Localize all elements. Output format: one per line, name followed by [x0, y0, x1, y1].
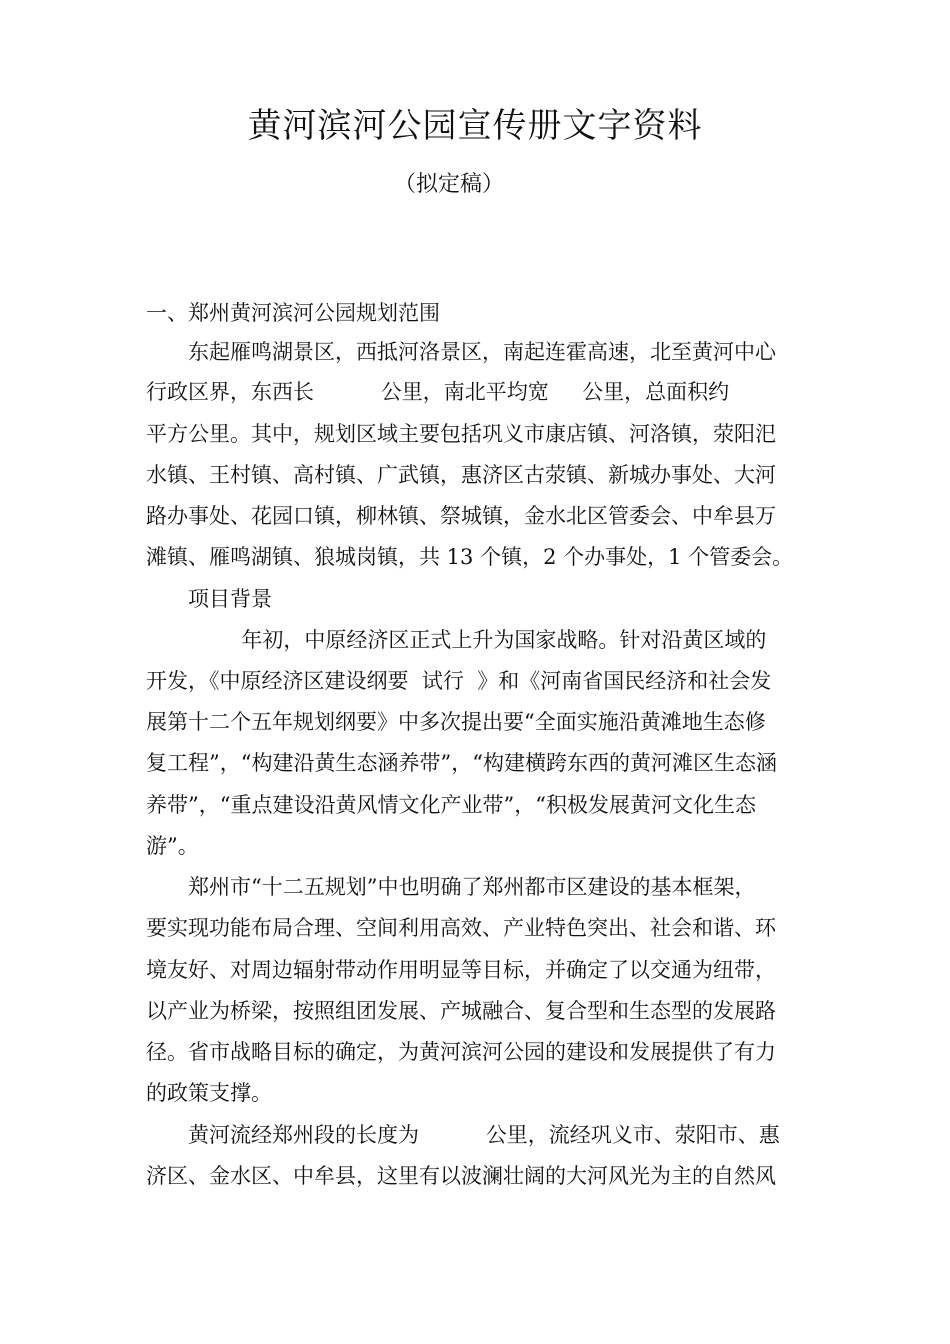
paragraph-line: 复工程”，“构建沿黄生态涵养带”，“构建横跨东西的黄河滩区生态涵 — [146, 751, 777, 775]
paragraph-line: 黄河流经郑州段的长度为 公里，流经巩义市、荥阳市、惠 — [188, 1123, 780, 1147]
paragraph-line: 境友好、对周边辐射带动作用明显等目标，并确定了以交通为纽带， — [146, 958, 776, 982]
subheading: 项目背景 — [188, 587, 272, 611]
document-title: 黄河滨河公园宣传册文字资料 — [247, 106, 703, 146]
paragraph-line: 要实现功能布局合理、空间利用高效、产业特色突出、社会和谐、环 — [146, 916, 776, 940]
paragraph-line: 展第十二个五年规划纲要》中多次提出要“全面实施沿黄滩地生态修 — [146, 710, 766, 734]
paragraph-line: 平方公里。其中，规划区域主要包括巩义市康店镇、河洛镇，荥阳汜 — [146, 422, 776, 446]
paragraph-line: 济区、金水区、中牟县，这里有以波澜壮阔的大河风光为主的自然风 — [146, 1164, 776, 1188]
paragraph-line: 滩镇、雁鸣湖镇、狼城岗镇，共 13 个镇，2 个办事处，1 个管委会。 — [146, 545, 794, 569]
paragraph-line: 年初，中原经济区正式上升为国家战略。针对沿黄区域的 — [188, 628, 767, 652]
paragraph-line: 水镇、王村镇、高村镇、广武镇，惠济区古荥镇、新城办事处、大河 — [146, 463, 776, 487]
paragraph-line: 以产业为桥梁，按照组团发展、产城融合、复合型和生态型的发展路 — [146, 999, 776, 1023]
section-heading: 一、郑州黄河滨河公园规划范围 — [146, 301, 440, 325]
paragraph-line: 养带”，“重点建设沿黄风情文化产业带”，“积极发展黄河文化生态 — [146, 793, 756, 817]
paragraph-line: 径。省市战略目标的确定，为黄河滨河公园的建设和发展提供了有力 — [146, 1040, 776, 1064]
paragraph-line: 的政策支撑。 — [146, 1081, 272, 1105]
paragraph-line: 东起雁鸣湖景区，西抵河洛景区，南起连霍高速，北至黄河中心 — [188, 340, 776, 364]
paragraph-line: 行政区界，东西长 公里，南北平均宽 公里，总面积约 — [146, 380, 730, 404]
document-subtitle: （拟定稿） — [394, 172, 505, 197]
paragraph-line: 郑州市“十二五规划”中也明确了郑州都市区建设的基本框架， — [188, 875, 756, 899]
paragraph-line: 开发，《中原经济区建设纲要 试行 》和《河南省国民经济和社会发 — [146, 669, 772, 693]
paragraph-line: 路办事处、花园口镇，柳林镇、祭城镇，金水北区管委会、中牟县万 — [146, 504, 776, 528]
paragraph-line: 游”。 — [146, 834, 199, 858]
